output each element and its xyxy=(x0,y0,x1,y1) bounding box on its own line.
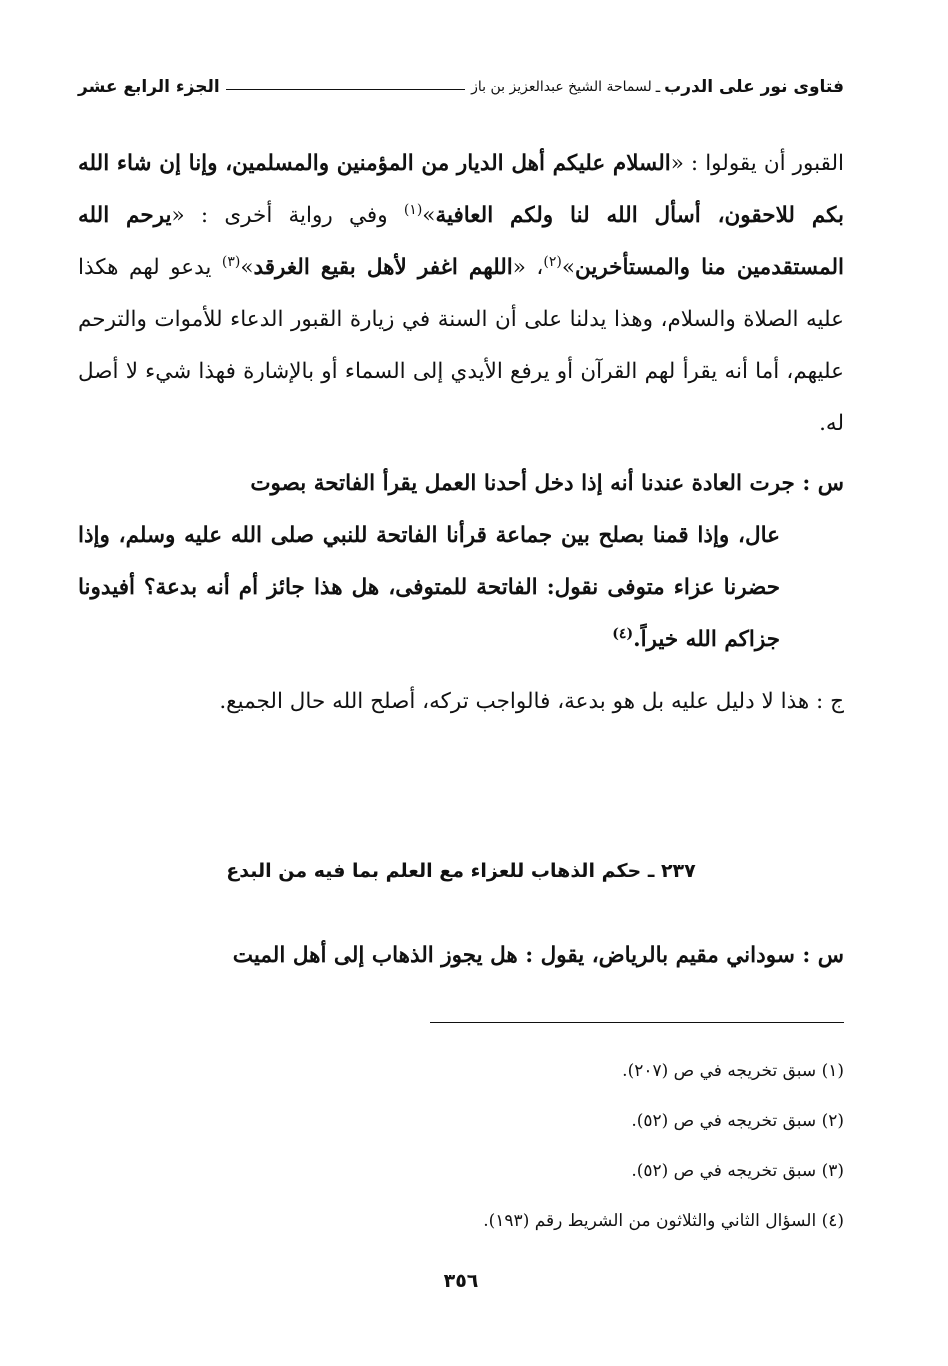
book-title: فتاوى نور على الدرب xyxy=(664,77,844,97)
question-1-continued xyxy=(78,510,844,666)
footnote-ref-3: (٣) xyxy=(221,253,241,270)
question-2: س : سوداني مقيم بالرياض، يقول : هل يجوز الذهاب إلى أهل الميت xyxy=(232,943,844,968)
text-run: » xyxy=(240,255,254,280)
footnotes xyxy=(78,1046,844,1246)
header-rule xyxy=(226,89,465,90)
text-run: يدعو لهم هكذا عليه الصلاة والسلام، وهذا يدلنا على أن السنة في زيارة القبور الدعاء للأموات والترحم عليهم، أما أنه يقرأ لهم القرآن أو يرفع الأيدي إلى السماء أو بالإشارة فهذا شيء لا أصل له. xyxy=(78,255,844,436)
text-run: ، « xyxy=(512,255,544,280)
main-text xyxy=(78,138,844,728)
question-1 xyxy=(78,458,844,510)
footnote-4: (٤) السؤال الثاني والثلاثون من الشريط رقم (١٩٣). xyxy=(483,1211,844,1231)
footnote-rule xyxy=(430,1022,844,1023)
volume-part: الجزء الرابع عشر xyxy=(78,77,220,97)
page-number: ٣٥٦ xyxy=(443,1270,479,1292)
paragraph-hadith xyxy=(78,138,844,450)
question-text: عال، وإذا قمنا بصلح بين جماعة قرأنا الفاتحة للنبي صلى الله عليه وسلم، وإذا حضرنا عزاء متوفى نقول: الفاتحة للمتوفى، هل هذا جائز أم أنه بدعة؟ أفيدونا جزاكم الله خيراً. xyxy=(78,523,780,652)
text-run: وفي رواية أخرى : « xyxy=(171,203,404,228)
answer-1: ج : هذا لا دليل عليه بل هو بدعة، فالواجب تركه، أصلح الله حال الجميع. xyxy=(219,689,844,714)
hadith-quote: السلام عليكم أهل الديار من المؤمنين والمسلمين، وإنا إن شاء الله بكم للاحقون، أسأل الله لنا ولكم العافية xyxy=(78,151,845,228)
text-run: القبور أن يقولوا : « xyxy=(670,151,844,176)
section-heading: ٢٣٧ ـ حكم الذهاب للعزاء مع العلم بما فيه من البدع xyxy=(226,860,696,882)
footnote-ref-2: (٢) xyxy=(543,253,562,270)
footnote-ref-1: (١) xyxy=(403,201,423,218)
book-page xyxy=(78,60,844,1340)
text-run: » xyxy=(561,255,575,280)
hadith-quote: يرحم الله المستقدمين منا والمستأخرين xyxy=(78,203,844,280)
question-line: س : جرت العادة عندنا أنه إذا دخل أحدنا العمل يقرأ الفاتحة بصوت xyxy=(250,471,844,496)
footnote-1: (١) سبق تخريجه في ص (٢٠٧). xyxy=(622,1061,844,1081)
header-separator: ـ xyxy=(655,78,661,96)
footnote-2: (٢) سبق تخريجه في ص (٥٢). xyxy=(631,1111,844,1131)
hadith-quote: اللهم اغفر لأهل بقيع الغرقد xyxy=(253,255,513,280)
footnote-ref-4: (٤) xyxy=(612,625,634,642)
footnote-3: (٣) سبق تخريجه في ص (٥٢). xyxy=(631,1161,844,1181)
text-run: » xyxy=(422,203,436,228)
author-name: لسماحة الشيخ عبدالعزيز بن باز xyxy=(471,79,652,95)
running-header xyxy=(78,70,844,104)
